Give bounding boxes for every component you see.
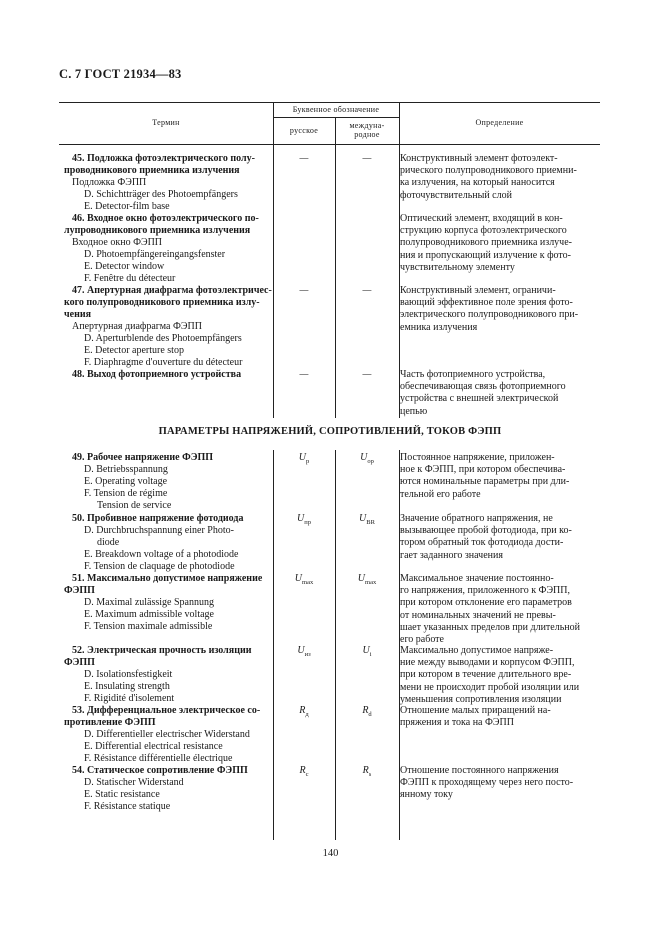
symbol-ru-52 bbox=[274, 645, 334, 658]
definition-54 bbox=[400, 765, 598, 802]
def-line: ются номинальные параметры при дли- bbox=[400, 476, 570, 488]
term-line: diode bbox=[97, 537, 120, 548]
def-line: ка излучения, на который наносится bbox=[400, 177, 555, 189]
def-line: Значение обратного напряжения, не bbox=[400, 513, 553, 524]
symbol-sub: с bbox=[305, 771, 309, 778]
def-line: шает указанных пределов при длительной bbox=[400, 621, 580, 633]
symbol-sub: s bbox=[368, 771, 372, 778]
term-line: E. Breakdown voltage of a photodiode bbox=[84, 549, 239, 560]
def-line: янному току bbox=[400, 789, 453, 801]
definition-51 bbox=[400, 573, 598, 646]
definition-52 bbox=[400, 645, 598, 706]
term-line: чения bbox=[64, 309, 92, 320]
term-line: F. Tension de régime bbox=[84, 488, 168, 499]
term-line: 52. Электрическая прочность изоляции bbox=[72, 645, 252, 656]
term-line: E. Static resistance bbox=[84, 789, 160, 800]
def-line: уменьшения сопротивления изоляции bbox=[400, 693, 562, 705]
symbol-sub: р bbox=[305, 458, 310, 465]
term-line: 47. Апертурная диафрагма фотоэлектричес- bbox=[72, 285, 272, 296]
definition-45 bbox=[400, 153, 598, 202]
term-line: F. Résistance statique bbox=[84, 801, 171, 812]
def-line: мени не происходит пробой изоляции или bbox=[400, 681, 580, 693]
symbol-sub: max bbox=[365, 579, 377, 586]
symbol-sub: д bbox=[305, 711, 309, 718]
def-line: Максимально допустимое напряже- bbox=[400, 645, 554, 656]
def-line: полупроводникового приемника излуче- bbox=[400, 237, 572, 249]
def-line: электрического полупроводникового при- bbox=[400, 309, 579, 321]
head-definition: Определение bbox=[475, 118, 524, 127]
term-line: 50. Пробивное напряжение фотодиода bbox=[72, 513, 244, 524]
head-term: Термин bbox=[152, 118, 180, 127]
term-line: ФЭПП bbox=[64, 585, 95, 596]
symbol-main: U bbox=[294, 573, 303, 584]
symbol-sub: d bbox=[368, 711, 372, 718]
term-49 bbox=[64, 452, 272, 512]
def-line: цепью bbox=[400, 405, 428, 417]
term-line: лупроводникового приемника излучения bbox=[64, 225, 251, 236]
page-header: С. 7 ГОСТ 21934—83 bbox=[59, 67, 182, 81]
symbol-sub: из bbox=[304, 651, 311, 658]
symbol-main: R bbox=[299, 765, 306, 776]
term-48 bbox=[64, 369, 272, 381]
def-line: струкцию корпуса фотоэлектрического bbox=[400, 225, 567, 237]
symbol-ru-49 bbox=[274, 452, 334, 465]
def-line: Максимальное значение постоянно- bbox=[400, 573, 554, 584]
def-line: тором обратный ток фотодиода дости- bbox=[400, 537, 564, 549]
term-line: кого полупроводникового приемника излу- bbox=[64, 297, 260, 308]
term-line: E. Detector aperture stop bbox=[84, 345, 184, 356]
symbol-intl-50 bbox=[337, 513, 397, 526]
term-line: 54. Статическое сопротивление ФЭПП bbox=[72, 765, 248, 776]
def-line: рического полупроводникового приемни- bbox=[400, 165, 577, 177]
term-45 bbox=[64, 153, 272, 213]
term-line: D. Photoempfängereingangsfenster bbox=[84, 249, 226, 260]
term-line: Подложка ФЭПП bbox=[72, 177, 147, 188]
symbol-sub: i bbox=[369, 651, 372, 658]
term-line: D. Durchbruchspannung einer Photo- bbox=[84, 525, 234, 536]
term-line: E. Detector window bbox=[84, 261, 165, 272]
symbol-main: U bbox=[362, 645, 370, 656]
symbol-ru-48: — bbox=[299, 369, 309, 380]
symbol-intl-48: — bbox=[362, 369, 372, 380]
term-line: 53. Дифференциальное электрическое со- bbox=[72, 705, 261, 716]
def-line: гает заданного значения bbox=[400, 549, 503, 561]
term-line: ФЭПП bbox=[64, 657, 95, 668]
symbol-sub: max bbox=[302, 579, 314, 586]
symbol-main: R bbox=[362, 765, 369, 776]
term-line: D. Aperturblende des Photoempfängers bbox=[84, 333, 242, 344]
def-line: его работе bbox=[400, 634, 444, 646]
term-line: 48. Выход фотоприемного устройства bbox=[72, 369, 242, 380]
section-heading: ПАРАМЕТРЫ НАПРЯЖЕНИЙ, СОПРОТИВЛЕНИЙ, ТОКОВ ФЭПП bbox=[158, 426, 502, 437]
term-line: F. Tension maximale admissible bbox=[84, 621, 213, 632]
term-53 bbox=[64, 705, 272, 765]
term-50 bbox=[64, 513, 272, 573]
def-line: при котором в течение длительного вре- bbox=[400, 669, 572, 681]
symbol-main: U bbox=[297, 513, 305, 524]
symbol-ru-47: — bbox=[299, 285, 309, 296]
symbol-main: U bbox=[360, 452, 368, 463]
definition-50 bbox=[400, 513, 598, 562]
symbol-ru-54 bbox=[274, 765, 334, 778]
term-line: F. Diaphragme d'ouverture du détecteur bbox=[84, 357, 243, 368]
definition-48 bbox=[400, 369, 598, 418]
def-line: ФЭПП к проходящему через него посто- bbox=[400, 777, 574, 789]
term-line: Входное окно ФЭПП bbox=[72, 237, 163, 248]
term-52 bbox=[64, 645, 272, 705]
def-line: фоточувствительный слой bbox=[400, 189, 512, 201]
term-line: 46. Входное окно фотоэлектрического по- bbox=[72, 213, 259, 224]
term-51 bbox=[64, 573, 272, 633]
head-intl-line-1: междуна- bbox=[349, 121, 385, 130]
term-47 bbox=[64, 285, 272, 369]
term-line: проводникового приемника излучения bbox=[64, 165, 240, 176]
symbol-intl-51 bbox=[337, 573, 397, 586]
symbol-ru-45: — bbox=[299, 153, 309, 164]
term-line: E. Insulating strength bbox=[84, 681, 170, 692]
def-line: при котором отклонение его параметров bbox=[400, 597, 572, 609]
symbol-ru-50 bbox=[274, 513, 334, 526]
term-line: F. Rigidité d'isolement bbox=[84, 693, 175, 704]
term-line: E. Detector-film base bbox=[84, 201, 170, 212]
def-line: го напряжения, приложенного к ФЭПП, bbox=[400, 585, 570, 597]
head-russian: русское bbox=[289, 126, 319, 135]
symbol-intl-47: — bbox=[362, 285, 372, 296]
term-line: Tension de service bbox=[97, 500, 172, 511]
def-line: ния и пропускающий излучение к фото- bbox=[400, 249, 571, 261]
head-intl-line-2: родное bbox=[354, 130, 380, 139]
def-line: обеспечивающая связь фотоприемного bbox=[400, 381, 566, 393]
table-top-rule bbox=[59, 102, 600, 103]
def-line: вающий эффективное поле зрения фото- bbox=[400, 297, 573, 309]
table-head-bottom-rule bbox=[59, 144, 600, 145]
symbol-sub: BR bbox=[366, 519, 375, 526]
term-line: 45. Подложка фотоэлектрического полу- bbox=[72, 153, 255, 164]
term-line: D. Isolationsfestigkeit bbox=[84, 669, 173, 680]
def-line: Конструктивный элемент, ограничи- bbox=[400, 285, 556, 296]
def-line: от номинальных значений не превы- bbox=[400, 609, 556, 621]
term-line: F. Tension de claquage de photodiode bbox=[84, 561, 235, 572]
def-line: тельной его работе bbox=[400, 488, 481, 500]
def-line: устройства с внешней электрической bbox=[400, 393, 559, 405]
def-line: Оптический элемент, входящий в кон- bbox=[400, 213, 563, 224]
symbol-main: R bbox=[299, 705, 306, 716]
symbol-intl-53 bbox=[337, 705, 397, 718]
symbol-main: R bbox=[362, 705, 369, 716]
head-symbol: Буквенное обозначение bbox=[292, 105, 380, 114]
term-line: D. Betriebsspannung bbox=[84, 464, 168, 475]
definition-49 bbox=[400, 452, 598, 501]
term-line: D. Schichtträger des Photoempfängers bbox=[84, 189, 238, 200]
symbol-ru-51 bbox=[274, 573, 334, 586]
term-line: E. Operating voltage bbox=[84, 476, 168, 487]
def-line: Постоянное напряжение, приложен- bbox=[400, 452, 555, 463]
head-international bbox=[335, 121, 399, 139]
symbol-ru-53 bbox=[274, 705, 334, 718]
def-line: Отношение малых приращений на- bbox=[400, 705, 551, 716]
def-line: Отношение постоянного напряжения bbox=[400, 765, 559, 776]
symbol-sub: op bbox=[367, 458, 374, 465]
term-line: Апертурная диафрагма ФЭПП bbox=[72, 321, 202, 332]
symbol-main: U bbox=[298, 452, 306, 463]
symbol-intl-49 bbox=[337, 452, 397, 465]
def-line: пряжения и тока на ФЭПП bbox=[400, 717, 514, 729]
def-line: чувствительному элементу bbox=[400, 261, 515, 273]
term-line: E. Differential electrical resistance bbox=[84, 741, 223, 752]
page-number: 140 bbox=[322, 848, 339, 859]
definition-47 bbox=[400, 285, 598, 334]
definition-46 bbox=[400, 213, 598, 274]
def-line: ное к ФЭПП, при котором обеспечива- bbox=[400, 464, 566, 476]
symbol-main: U bbox=[359, 513, 367, 524]
symbol-main: U bbox=[297, 645, 305, 656]
def-line: Часть фотоприемного устройства, bbox=[400, 369, 546, 380]
def-line: вызывающее пробой фотодиода, при ко- bbox=[400, 525, 572, 537]
term-line: D. Statischer Widerstand bbox=[84, 777, 184, 788]
col-divider-2b bbox=[335, 450, 336, 840]
symbol-sub: пр bbox=[304, 519, 311, 526]
term-line: E. Maximum admissible voltage bbox=[84, 609, 214, 620]
term-line: F. Fenêtre du détecteur bbox=[84, 273, 176, 284]
term-line: противление ФЭПП bbox=[64, 717, 156, 728]
symbol-intl-52 bbox=[337, 645, 397, 658]
term-line: 51. Максимально допустимое напряжение bbox=[72, 573, 263, 584]
def-line: емника излучения bbox=[400, 321, 478, 333]
def-line: Конструктивный элемент фотоэлект- bbox=[400, 153, 558, 164]
def-line: ние между выводами и корпусом ФЭПП, bbox=[400, 657, 575, 669]
term-line: F. Résistance différentielle électrique bbox=[84, 753, 233, 764]
symbol-header-rule bbox=[273, 117, 399, 118]
term-46 bbox=[64, 213, 272, 285]
definition-53 bbox=[400, 705, 598, 729]
term-line: 49. Рабочее напряжение ФЭПП bbox=[72, 452, 214, 463]
term-54 bbox=[64, 765, 272, 813]
symbol-main: U bbox=[357, 573, 366, 584]
col-divider-2 bbox=[335, 117, 336, 418]
symbol-intl-45: — bbox=[362, 153, 372, 164]
symbol-intl-54 bbox=[337, 765, 397, 778]
term-line: D. Maximal zulässige Spannung bbox=[84, 597, 214, 608]
term-line: D. Differentieller electrischer Widerstand bbox=[84, 729, 250, 740]
